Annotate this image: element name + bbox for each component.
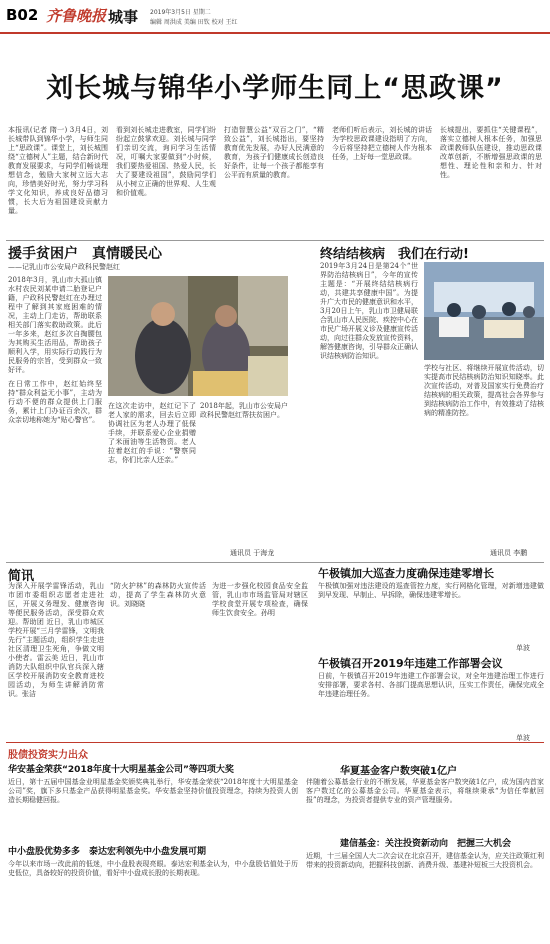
section-title: 城事 — [108, 8, 139, 26]
help-body-col-1: 2018年3月，乳山市大孤山镇水村农民刘某申请二胎登记户籍，户政科民警赵红在办理过程中了解到其家庭困难的情况，主动上门走访，帮助联系相关部门落实救助政策。此后一年多来，赵红多次自掏腰包为其购买生活用品，帮助孩子顺利入学，用实际行动践行为民服务的宗旨，受到群众一致好评。 — [8, 276, 102, 374]
brief-item-2: 近日，乳山市城区学校开展“三月学雷锋，文明我先行”主题活动，组织学生走进社区清理卫生死角，争做文明小使者。雷云美 — [8, 618, 104, 662]
notice1-body: 午极镇加强对违法建设的巡查管控力度，实行网格化管理，对新增违建做到早发现、早制止、早拆除，确保违建零增长。 — [318, 582, 544, 599]
help-photo-image — [108, 276, 288, 396]
page-number: B02 — [6, 6, 39, 24]
finance-section-headline: 股债投资实力出众 — [8, 750, 88, 761]
lead-col-4: 老师们听后表示，刘长城的讲话为学校思政课建设指明了方向，今后将坚持把立德树人作为根本任务，上好每一堂思政课。 — [332, 126, 432, 161]
divider — [6, 240, 544, 241]
brand-logo: 齐鲁晚报 — [46, 7, 107, 25]
help-body-col-1b: 在日常工作中，赵红始终坚持“群众利益无小事”，主动为行动不便的群众提供上门服务，累计上门办证百余次，群众亲切地称她为“贴心警官”。 — [8, 380, 102, 424]
care-photo-image — [424, 262, 544, 360]
finance-article4-body: 近期，十三届全国人大二次会议在北京召开，建信基金认为，应关注政策红利带来的投资新动向，把握科技创新、消费升级、基建补短板三大投资机会。 — [306, 852, 544, 869]
care-body-col-2: 学校与社区、将继续开展宣传活动，切实提高市民结核病防治知识知晓率。此次宣传活动，对普及国家实行免费治疗结核病的相关政策，提高社会各界参与到结核病防治工作中，有效推动了结核病的精准防控。 — [424, 364, 544, 417]
finance-article1-body: 近日，第十五届中国基金业明星基金奖颁奖典礼举行，华安基金荣获“2018年度十大明星基金公司”奖，旗下多只基金产品获得明星基金奖。华安基金坚持价值投资理念，持续为投资人创造长期稳健回报。 — [8, 778, 298, 804]
notice1-headline: 午极镇加大巡查力度确保违建零增长 — [318, 567, 494, 580]
notice2-headline: 午极镇召开2019年违建工作部署会议 — [318, 657, 503, 670]
finance-article1-headline: 华安基金荣获“2018年度十大明星基金公司”等四项大奖 — [8, 765, 234, 775]
finance-article4-headline: 建信基金：关注投资新动向 把握三大机会 — [340, 839, 512, 849]
lead-col-2: 看到刘长城走进教室，同学们纷纷起立鼓掌欢迎。刘长城与同学们亲切交流，询问学习生活情况，叮嘱大家要做到“小时候，我们要热爱祖国、热爱人民，长大了要建设祖国”，鼓励同学们从小树立正确的世界观、人生观和价值观。 — [116, 126, 216, 197]
finance-article2-body: 伴随着公募基金行业的不断发展，华夏基金客户数突破1亿户，成为国内首家客户数过亿的公募基金公司。华夏基金表示，将继续秉承“为信任奉献回报”的理念，为投资者提供专业的资产管理服务。 — [306, 778, 544, 804]
care-headline: 终结结核病 我们在行动! — [320, 247, 469, 262]
notice2-reporter: 单波 — [516, 734, 530, 742]
brief-headline: 简讯 — [8, 569, 35, 584]
page-header — [0, 0, 550, 34]
notice2-body: 日前，午极镇召开2019年违建工作部署会议，对全年违建治理工作进行安排部署，要求各村、各部门提高思想认识，压实工作责任，确保完成全年违建治理任务。 — [318, 672, 544, 698]
help-body-col-2: 在这次走访中，赵红记下了老人家的需求，回去后立即协调社区为老人办理了低保手续，并联系爱心企业捐赠了米面油等生活物资。老人拉着赵红的手说：“警察同志，你们比亲人还亲。” — [108, 402, 196, 464]
brief-col-2: “防火护林”的森林防火宣传活动，提高了学生森林防火意识。刘晓晓 — [110, 582, 206, 608]
help-headline: 援手贫困户 真情暖民心 — [8, 246, 162, 262]
header-editors: 编辑 周洪成 美编 田钦 校对 王红 — [150, 19, 238, 26]
lead-col-1: 本报讯(记者 隋一) 3月4日，刘长城带队到锦华小学，与师生同上“思政课”。课堂上，刘长城围绕“立德树人”主题，结合新时代教育发展要求，与同学们畅谈理想信念，勉励大家树立远大志向，珍惜美好时光，努力学习科学文化知识，养成良好品德习惯，长大后为祖国建设贡献力量。 — [8, 126, 108, 215]
finance-article2-headline: 华夏基金客户数突破1亿户 — [340, 766, 457, 777]
brief-col-1 — [8, 582, 104, 722]
lead-col-3: 打造智慧公益“双百之门”，“精致公益”，刘长城指出，要坚持教育优先发展，办好人民满意的教育，为孩子们健康成长创造良好条件，让每一个孩子都能享有公平而有质量的教育。 — [224, 126, 324, 179]
finance-article3-body: 今年以来市场一改此前的低迷，中小盘股表现亮眼。泰达宏利基金认为，中小盘股估值处于历史低位，具备较好的投资价值，看好中小盘成长股的长期表现。 — [8, 860, 298, 877]
notice1-reporter: 单波 — [516, 644, 530, 652]
care-photo — [424, 262, 544, 360]
lead-col-5: 长城提出，要抓住“关键课程”，落实立德树人根本任务，加强思政课教师队伍建设，推动思政课改革创新，不断增强思政课的思想性、理论性和亲和力、针对性。 — [440, 126, 542, 179]
header-date: 2019年3月5日 星期二 — [150, 9, 211, 16]
brief-item-1: 为深入开展学雷锋活动，乳山市团市委组织志愿者走进社区，开展义务理发、健康咨询等便民服务活动，深受群众欢迎。帮助团 — [8, 582, 104, 626]
finance-divider — [6, 742, 544, 743]
help-photo — [108, 276, 288, 396]
help-body-col-3: 2018年起，乳山市公安局户政科民警赵红帮扶贫困户。 — [200, 402, 288, 419]
lead-headline: 刘长城与锦华小学师生同上“思政课” — [46, 73, 504, 104]
care-reporter: 通讯员 李鹏 — [490, 549, 528, 557]
divider — [6, 562, 544, 563]
help-subheadline: ——记乳山市公安局户政科民警赵红 — [8, 263, 120, 271]
brief-item-3: 近日，乳山市消防大队组织中队官兵深入辖区学校开展消防安全教育进校园活动，为师生讲解消防常识。张洁 — [8, 654, 104, 698]
finance-article3-headline: 中小盘股优势多多 泰达宏利领先中小盘发展可期 — [8, 847, 207, 857]
care-body-col-1: 2019年3月24日是第24个“世界防治结核病日”，今年的宣传主题是：“开展终结结核病行动，共建共享健康中国”。为提升广大市民的健康意识和水平，3月20日上午，乳山市卫健局联合乳山市人民医院、疾控中心在市民广场开展义诊及健康宣传活动，向过往群众发放宣传资料，解答健康咨询，引导群众正确认识结核病防治知识。 — [320, 262, 418, 360]
brief-col-3: 为进一步强化校园食品安全监管，乳山市市场监管局对辖区学校食堂开展专项检查，确保师生饮食安全。孙明 — [212, 582, 308, 617]
help-reporter: 通讯员 于海龙 — [230, 549, 275, 557]
